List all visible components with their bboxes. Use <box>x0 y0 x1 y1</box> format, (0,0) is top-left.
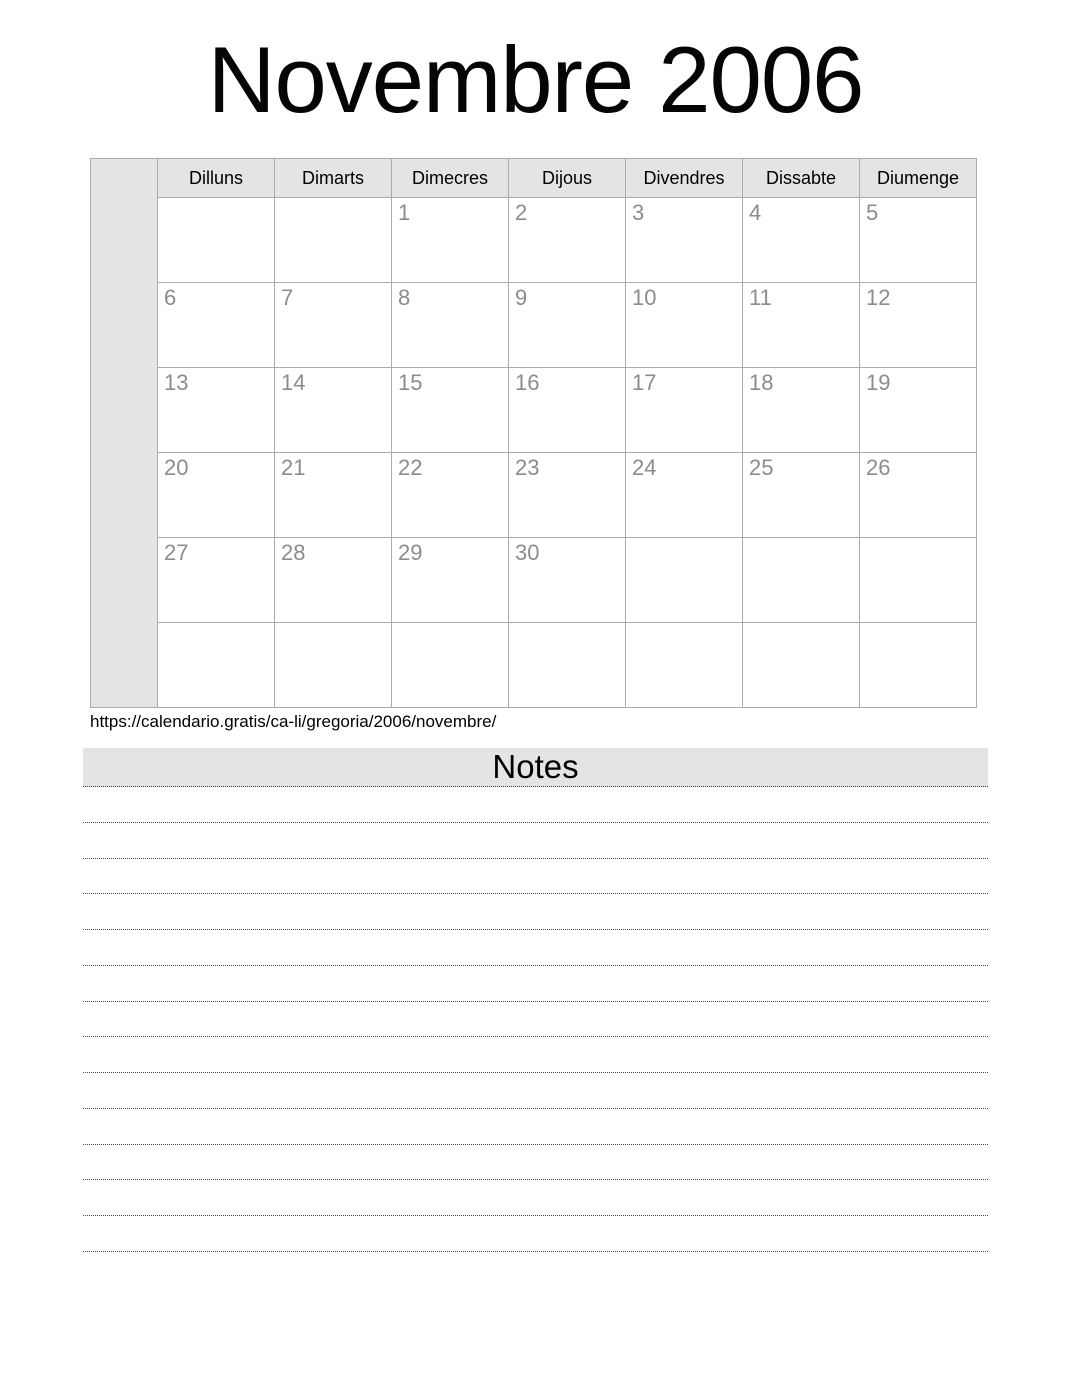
day-cell <box>509 623 626 708</box>
day-cell: 27 <box>158 538 275 623</box>
day-header-diumenge: Diumenge <box>860 159 977 198</box>
note-line <box>83 1109 988 1145</box>
day-cell: 7 <box>275 283 392 368</box>
note-line <box>83 1073 988 1109</box>
day-cell <box>860 538 977 623</box>
note-line <box>83 1145 988 1181</box>
day-cell: 25 <box>743 453 860 538</box>
day-cell: 15 <box>392 368 509 453</box>
day-cell: 2 <box>509 198 626 283</box>
day-cell: 20 <box>158 453 275 538</box>
note-line <box>83 859 988 895</box>
note-line <box>83 966 988 1002</box>
note-line <box>83 1037 988 1073</box>
day-cell: 19 <box>860 368 977 453</box>
day-cell: 1 <box>392 198 509 283</box>
source-url: https://calendario.gratis/ca-li/gregoria/2006/novembre/ <box>90 712 497 731</box>
note-line <box>83 894 988 930</box>
day-cell: 18 <box>743 368 860 453</box>
day-header-dimecres: Dimecres <box>392 159 509 198</box>
day-cell: 9 <box>509 283 626 368</box>
week-row-4 <box>91 453 977 538</box>
day-cell <box>275 623 392 708</box>
day-cell <box>743 538 860 623</box>
note-line <box>83 787 988 823</box>
note-line <box>83 930 988 966</box>
day-cell: 6 <box>158 283 275 368</box>
notes-header: Notes <box>83 748 988 787</box>
day-cell: 14 <box>275 368 392 453</box>
day-header-divendres: Divendres <box>626 159 743 198</box>
day-cell: 21 <box>275 453 392 538</box>
day-cell <box>275 198 392 283</box>
week-row-2 <box>91 283 977 368</box>
day-cell: 5 <box>860 198 977 283</box>
day-cell: 4 <box>743 198 860 283</box>
day-cell <box>158 198 275 283</box>
note-line <box>83 1002 988 1038</box>
day-header-dissabte: Dissabte <box>743 159 860 198</box>
week-number-gutter <box>91 159 158 708</box>
day-cell: 10 <box>626 283 743 368</box>
day-cell: 28 <box>275 538 392 623</box>
day-header-dijous: Dijous <box>509 159 626 198</box>
page-title: Novembre 2006 <box>207 27 864 132</box>
week-row-1 <box>91 198 977 283</box>
week-row-3 <box>91 368 977 453</box>
day-header-dimarts: Dimarts <box>275 159 392 198</box>
note-line <box>83 823 988 859</box>
day-cell: 13 <box>158 368 275 453</box>
day-cell: 11 <box>743 283 860 368</box>
day-cell: 24 <box>626 453 743 538</box>
day-cell: 30 <box>509 538 626 623</box>
day-cell: 8 <box>392 283 509 368</box>
note-line <box>83 1216 988 1252</box>
notes-lines <box>83 787 988 1252</box>
day-cell <box>392 623 509 708</box>
day-cell <box>860 623 977 708</box>
week-row-5 <box>91 538 977 623</box>
day-cell: 26 <box>860 453 977 538</box>
day-cell: 23 <box>509 453 626 538</box>
day-cell: 16 <box>509 368 626 453</box>
day-cell <box>743 623 860 708</box>
day-cell: 12 <box>860 283 977 368</box>
week-row-6 <box>91 623 977 708</box>
day-cell: 3 <box>626 198 743 283</box>
calendar-table <box>90 158 977 708</box>
calendar-header-row <box>91 159 977 198</box>
day-cell <box>626 623 743 708</box>
day-cell: 29 <box>392 538 509 623</box>
day-cell <box>626 538 743 623</box>
day-cell: 22 <box>392 453 509 538</box>
note-line <box>83 1180 988 1216</box>
day-cell: 17 <box>626 368 743 453</box>
day-header-dilluns: Dilluns <box>158 159 275 198</box>
day-cell <box>158 623 275 708</box>
